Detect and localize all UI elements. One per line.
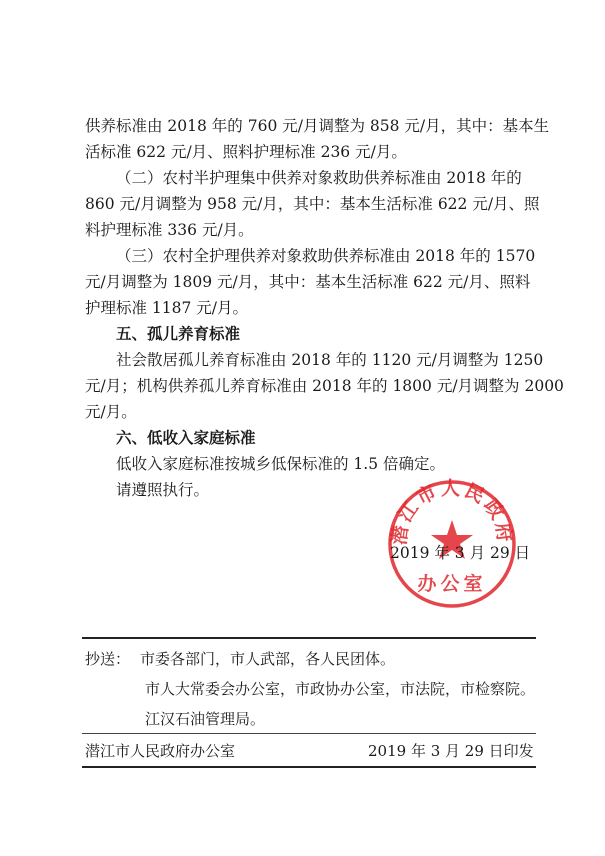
body-line-3: （二）农村半护理集中供养对象救助供养标准由 2018 年的 <box>116 169 522 187</box>
cc-line-1: 市委各部门，市人武部，各人民团体。 <box>140 650 396 668</box>
body-line-2: 活标准 622 元/月、照料护理标准 236 元/月。 <box>85 143 407 161</box>
body-line-11: 元/月。 <box>85 403 137 421</box>
body-line-10: 元/月；机构供养孤儿养育标准由 2018 年的 1800 元/月调整为 2000 <box>85 377 564 395</box>
footer-bottom-rule <box>82 766 536 768</box>
body-line-5: 料护理标准 336 元/月。 <box>85 221 254 239</box>
cc-line-2: 市人大常委会办公室，市政协办公室，市法院，市检察院。 <box>145 680 536 698</box>
body-line-4: 860 元/月调整为 958 元/月，其中：基本生活标准 622 元/月、照 <box>85 195 540 213</box>
body-line-9: 社会散居孤儿养育标准由 2018 年的 1120 元/月调整为 1250 <box>116 351 544 369</box>
closing-line: 请遵照执行。 <box>116 481 210 499</box>
issue-date: 2019 年 3 月 29 日印发 <box>368 742 534 760</box>
body-line-12: 低收入家庭标准按城乡低保标准的 1.5 倍确定。 <box>116 455 446 473</box>
body-line-7: 元/月调整为 1809 元/月，其中：基本生活标准 622 元/月、照料 <box>85 273 531 291</box>
seal-text-bottom: 办公室 <box>417 573 487 595</box>
cc-line-3: 江汉石油管理局。 <box>145 710 266 728</box>
body-line-1: 供养标准由 2018 年的 760 元/月调整为 858 元/月，其中：基本生 <box>85 117 550 135</box>
document-date: 2019 年 3 月 29 日 <box>390 544 531 562</box>
footer-middle-rule <box>82 733 536 734</box>
cc-label: 抄送： <box>85 650 131 668</box>
issuer: 潜江市人民政府办公室 <box>85 742 236 760</box>
body-line-6: （三）农村全护理供养对象救助供养标准由 2018 年的 1570 <box>116 247 536 265</box>
section-heading-orphan: 五、孤儿养育标准 <box>116 325 241 343</box>
footer-top-rule <box>82 637 536 639</box>
body-line-8: 护理标准 1187 元/月。 <box>85 299 249 317</box>
seal-text-top: 潜江市人民政府 <box>388 478 516 547</box>
section-heading-low-income: 六、低收入家庭标准 <box>116 429 256 447</box>
